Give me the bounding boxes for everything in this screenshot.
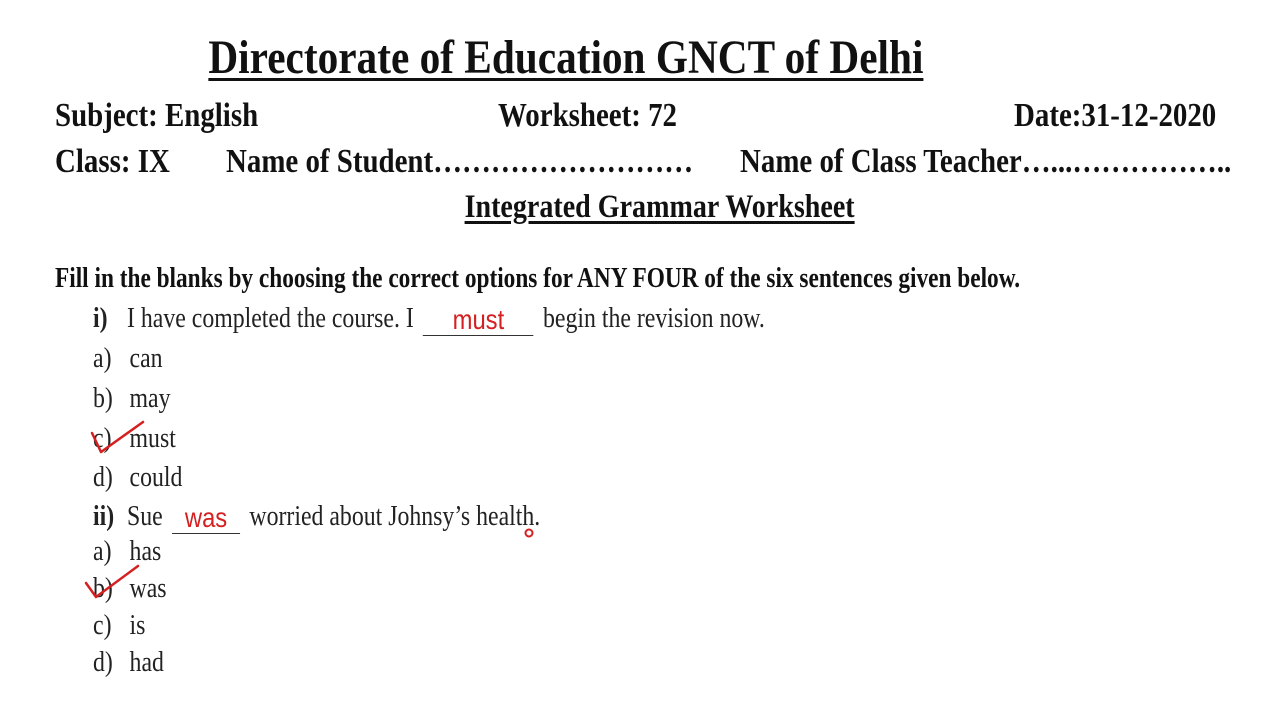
question-text-before: I have completed the course. I xyxy=(127,303,414,334)
subject-label: Subject: English xyxy=(55,97,259,134)
option-text: is xyxy=(129,610,146,641)
option-text: may xyxy=(129,383,171,414)
class-label: Class: IX xyxy=(55,143,170,180)
option-text: was xyxy=(129,573,167,604)
option-text: must xyxy=(129,423,176,454)
option-letter: d) xyxy=(93,462,113,493)
question-text-after: worried about Johnsy’s health. xyxy=(249,501,541,532)
option-c xyxy=(93,609,145,643)
option-d xyxy=(93,461,182,495)
question-2 xyxy=(93,500,540,534)
answer-blank xyxy=(423,305,533,336)
option-letter: c) xyxy=(93,610,112,641)
teacher-name-field: Name of Class Teacher…...…………….. xyxy=(740,143,1232,180)
option-letter: a) xyxy=(93,343,112,374)
handwritten-answer: was xyxy=(184,502,228,533)
option-text: could xyxy=(129,462,183,493)
answer-blank xyxy=(172,503,240,534)
question-text-before: Sue xyxy=(127,501,163,532)
worksheet-subtitle: Integrated Grammar Worksheet xyxy=(464,189,855,225)
option-letter: b) xyxy=(93,573,113,604)
handwritten-answer: must xyxy=(452,304,505,335)
option-a xyxy=(93,535,161,569)
worksheet-label: Worksheet: 72 xyxy=(498,97,678,134)
question-1 xyxy=(93,302,765,336)
page-title: Directorate of Education GNCT of Delhi xyxy=(208,31,924,84)
option-text: can xyxy=(129,343,163,374)
option-b xyxy=(93,572,167,606)
instruction: Fill in the blanks by choosing the correct options for ANY FOUR of the six sentences given below. xyxy=(55,263,1021,294)
option-b xyxy=(93,382,171,416)
option-text: had xyxy=(129,647,164,678)
date-label: Date:31-12-2020 xyxy=(1014,97,1217,134)
option-d xyxy=(93,646,164,680)
option-text: has xyxy=(129,536,162,567)
option-letter: d) xyxy=(93,647,113,678)
option-c xyxy=(93,422,176,456)
question-number: i) xyxy=(93,303,108,334)
student-name-field: Name of Student……………………… xyxy=(226,143,694,180)
option-letter: c) xyxy=(93,423,112,454)
question-number: ii) xyxy=(93,501,115,532)
question-text-after: begin the revision now. xyxy=(543,303,765,334)
option-letter: b) xyxy=(93,383,113,414)
option-letter: a) xyxy=(93,536,112,567)
option-a xyxy=(93,342,163,376)
